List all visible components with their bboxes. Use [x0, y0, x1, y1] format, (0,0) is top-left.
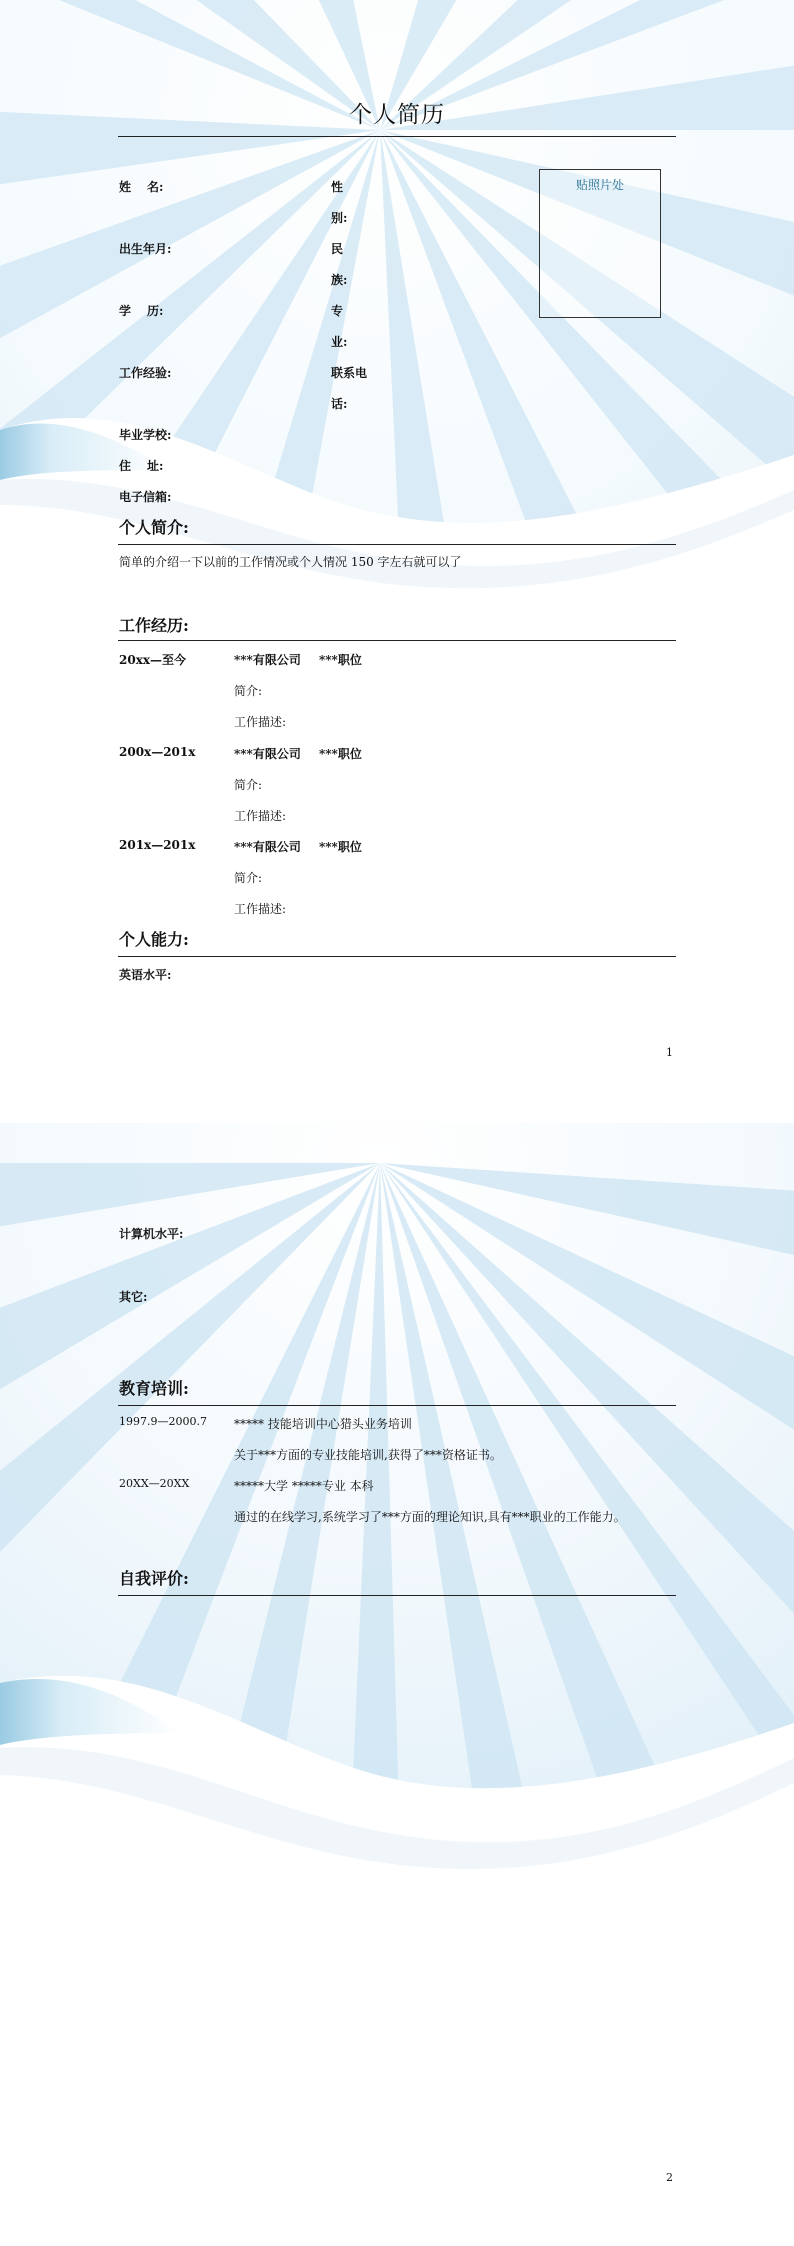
work-company: ***有限公司 — [234, 840, 301, 854]
work-brief-label: 简介: — [234, 684, 263, 698]
work-desc-label: 工作描述: — [234, 809, 287, 823]
resume-page-2 — [0, 1123, 794, 2246]
work-desc-label: 工作描述: — [234, 715, 287, 729]
work-brief-label: 简介: — [234, 871, 263, 885]
experience-label: 工作经验: — [119, 366, 172, 380]
work-company: ***有限公司 — [234, 653, 301, 667]
work-heading: 工作经历: — [119, 616, 189, 635]
ethnicity-label-line1: 民 — [331, 242, 344, 256]
work-rule — [118, 640, 676, 641]
education-rule — [118, 1405, 676, 1406]
ability-rule — [118, 956, 676, 957]
work-position: ***职位 — [319, 653, 362, 667]
self-eval-heading: 自我评价: — [119, 1569, 189, 1588]
major-label-line2: 业: — [331, 335, 348, 349]
address-label: 住址: — [119, 459, 164, 473]
education-line1: *****大学 *****专业 本科 — [234, 1479, 374, 1493]
education-period: 20XX—20XX — [119, 1477, 190, 1490]
work-period: 20xx—至今 — [119, 653, 187, 667]
birth-label: 出生年月: — [119, 242, 172, 256]
work-company: ***有限公司 — [234, 747, 301, 761]
work-period: 200x—201x — [119, 745, 196, 759]
gender-label-line2: 别: — [331, 211, 348, 225]
intro-text: 简单的介绍一下以前的工作情况或个人情况 150 字左右就可以了 — [119, 555, 462, 569]
other-label: 其它: — [119, 1290, 148, 1304]
work-position: ***职位 — [319, 840, 362, 854]
intro-heading: 个人简介: — [119, 518, 189, 537]
work-position: ***职位 — [319, 747, 362, 761]
education-line2: 通过的在线学习,系统学习了***方面的理论知识,具有***职业的工作能力。 — [234, 1510, 626, 1524]
education-line1: ***** 技能培训中心猎头业务培训 — [234, 1417, 412, 1431]
work-brief-label: 简介: — [234, 778, 263, 792]
education-label: 学历: — [119, 304, 164, 318]
phone-label-line2: 话: — [331, 397, 348, 411]
gender-label-line1: 性 — [331, 180, 344, 194]
page-number: 2 — [666, 2171, 673, 2184]
ability-heading: 个人能力: — [119, 930, 189, 949]
computer-label: 计算机水平: — [119, 1227, 184, 1241]
education-heading: 教育培训: — [119, 1379, 189, 1398]
major-label-line1: 专 — [331, 304, 344, 318]
ethnicity-label-line2: 族: — [331, 273, 348, 287]
resume-title: 个人简历 — [349, 102, 445, 128]
work-desc-label: 工作描述: — [234, 902, 287, 916]
phone-label-line1: 联系电 — [331, 366, 368, 380]
page-number: 1 — [666, 1046, 673, 1059]
english-label: 英语水平: — [119, 968, 172, 982]
email-label: 电子信箱: — [119, 490, 172, 504]
education-line2: 关于***方面的专业技能培训,获得了***资格证书。 — [234, 1448, 502, 1462]
photo-placeholder-box[interactable] — [539, 169, 661, 318]
education-period: 1997.9—2000.7 — [119, 1415, 207, 1428]
photo-placeholder-label: 贴照片处 — [575, 178, 624, 192]
work-period: 201x—201x — [119, 838, 196, 852]
school-label: 毕业学校: — [119, 428, 172, 442]
title-underline — [118, 136, 676, 137]
self-eval-rule — [118, 1595, 676, 1596]
name-label: 姓名: — [119, 180, 164, 194]
intro-rule — [118, 544, 676, 545]
